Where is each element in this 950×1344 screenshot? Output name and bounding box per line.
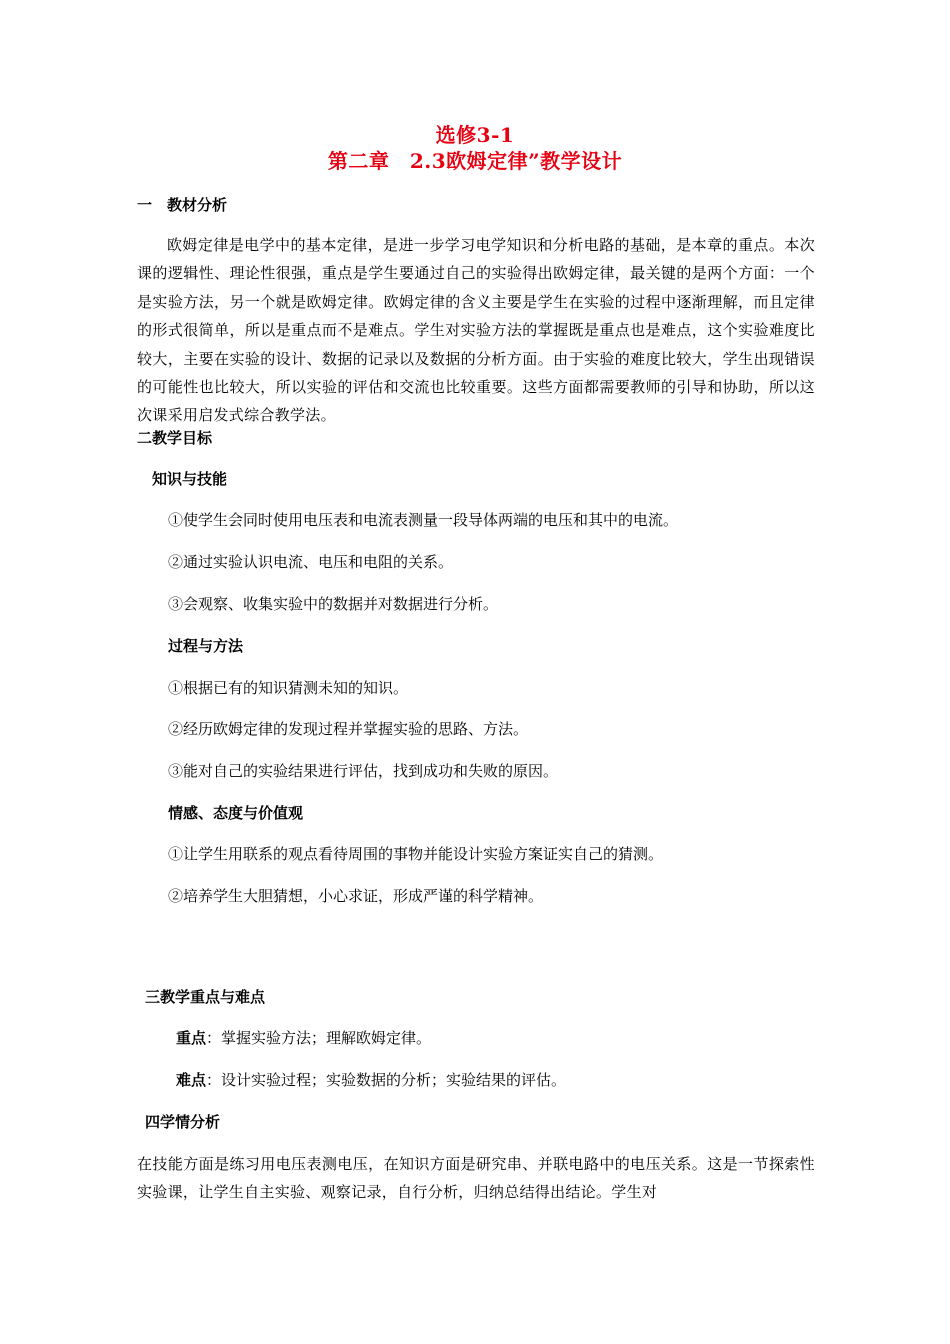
key-point-label: 重点 [176,1029,207,1047]
document-title-line-1: 选修3-1 [435,123,515,147]
key-point-text: ：掌握实验方法；理解欧姆定律。 [206,1029,432,1047]
section-2-heading: 二教学目标 [137,429,213,447]
section-1-paragraph: 欧姆定律是电学中的基本定律，是进一步学习电学知识和分析电路的基础，是本章的重点。本次课的逻辑性、理论性很强，重点是学生要通过自己的实验得出欧姆定律，最关键的是两个方面：一个是实验方法，另一个就是欧姆定律。欧姆定律的含义主要是学生在实验的过程中逐渐理解，而且定律的形式很简单，所以是重点而不是难点。学生对实验方法的掌握既是重点也是难点，这个实验难度比较大，主要在实验的设计、数据的记录以及数据的分析方面。由于实验的难度比较大，学生出现错误的可能性也比较大，所以实验的评估和交流也比较重要。这些方面都需要教师的引导和协助，所以这次课采用启发式综合教学法。 [137,236,815,425]
section-3-heading: 三教学重点与难点 [145,988,266,1006]
knowledge-item-3: ③会观察、收集实验中的数据并对数据进行分析。 [168,595,499,613]
section-1-heading: 一 教材分析 [137,196,228,214]
difficulty-text: ：设计实验过程；实验数据的分析；实验结果的评估。 [206,1071,567,1089]
knowledge-item-2: ②通过实验认识电流、电压和电阻的关系。 [168,553,454,571]
section-4-paragraph: 在技能方面是练习用电压表测电压，在知识方面是研究串、并联电路中的电压关系。这是一节探索性实验课，让学生自主实验、观察记录，自行分析，归纳总结得出结论。学生对 [137,1155,815,1202]
values-heading: 情感、态度与价值观 [168,804,304,822]
process-item-1: ①根据已有的知识猜测未知的知识。 [168,679,409,697]
values-item-2: ②培养学生大胆猜想，小心求证，形成严谨的科学精神。 [168,887,544,905]
process-item-3: ③能对自己的实验结果进行评估，找到成功和失败的原因。 [168,762,559,780]
knowledge-item-1: ①使学生会同时使用电压表和电流表测量一段导体两端的电压和其中的电流。 [168,511,679,529]
document-title-line-2: 第二章 2.3欧姆定律”教学设计 [327,149,623,173]
section-4-heading: 四学情分析 [145,1113,221,1131]
knowledge-skills-heading: 知识与技能 [152,470,228,488]
values-item-1: ①让学生用联系的观点看待周围的事物并能设计实验方案证实自己的猜测。 [168,845,664,863]
process-item-2: ②经历欧姆定律的发现过程并掌握实验的思路、方法。 [168,720,529,738]
difficulty-line [176,1070,566,1090]
difficulty-label: 难点 [176,1071,207,1089]
process-method-heading: 过程与方法 [168,637,244,655]
key-point-line [176,1028,431,1048]
